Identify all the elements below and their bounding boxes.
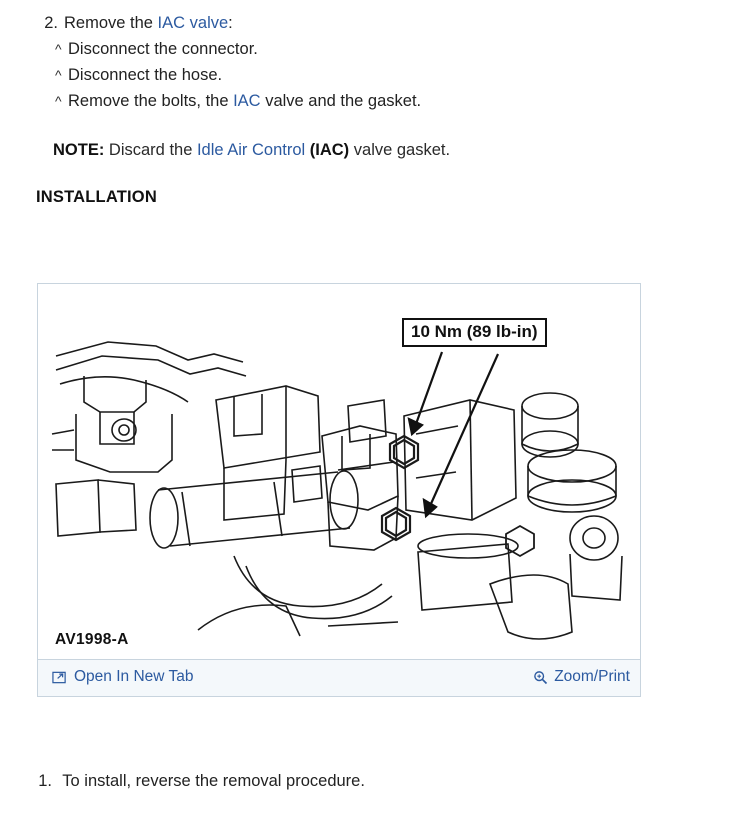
note-bold-abbr: (IAC) (305, 141, 350, 159)
zoom-print-label: Zoom/Print (554, 668, 630, 685)
step-2-line (38, 10, 678, 36)
figure-image (38, 284, 640, 659)
footer-step-text: To install, reverse the removal procedure. (62, 772, 365, 790)
step-text-before: Remove the (64, 14, 158, 32)
figure-caption: AV1998-A (55, 631, 129, 648)
substep-text-pre: Remove the bolts, the (68, 92, 234, 110)
step-text-after: : (228, 14, 233, 32)
footer-step-number: 1. (38, 772, 52, 790)
step-number: 2. (44, 14, 58, 32)
footer-step (38, 772, 365, 791)
step-block (38, 10, 678, 114)
caret-icon: ^ (55, 41, 62, 57)
substep-text: Disconnect the connector. (68, 40, 258, 58)
list-item (55, 88, 678, 114)
figure-toolbar (38, 659, 640, 696)
open-in-new-tab-button[interactable] (52, 668, 193, 686)
external-link-icon (52, 670, 67, 685)
idle-air-control-link[interactable]: Idle Air Control (196, 141, 306, 159)
zoom-print-button[interactable] (533, 668, 630, 686)
engine-diagram-illustration (38, 284, 640, 659)
substep-text-post: valve and the gasket. (260, 92, 422, 110)
note-label: NOTE: (53, 141, 105, 159)
figure-container (37, 283, 641, 697)
open-in-new-tab-label: Open In New Tab (74, 668, 194, 685)
list-item (55, 36, 678, 62)
caret-icon: ^ (55, 93, 62, 109)
iac-valve-link[interactable]: IAC valve (157, 14, 229, 32)
substep-list (38, 36, 678, 114)
iac-link[interactable]: IAC (233, 92, 261, 110)
caret-icon: ^ (55, 67, 62, 83)
substep-text: Disconnect the hose. (68, 66, 223, 84)
magnifier-icon (533, 670, 548, 685)
list-item (55, 62, 678, 88)
torque-spec-callout: 10 Nm (89 lb-in) (402, 318, 547, 347)
note-paragraph (53, 138, 450, 162)
section-heading: INSTALLATION (36, 188, 157, 206)
note-text-after: valve gasket. (349, 141, 451, 159)
note-text-before: Discard the (104, 141, 197, 159)
